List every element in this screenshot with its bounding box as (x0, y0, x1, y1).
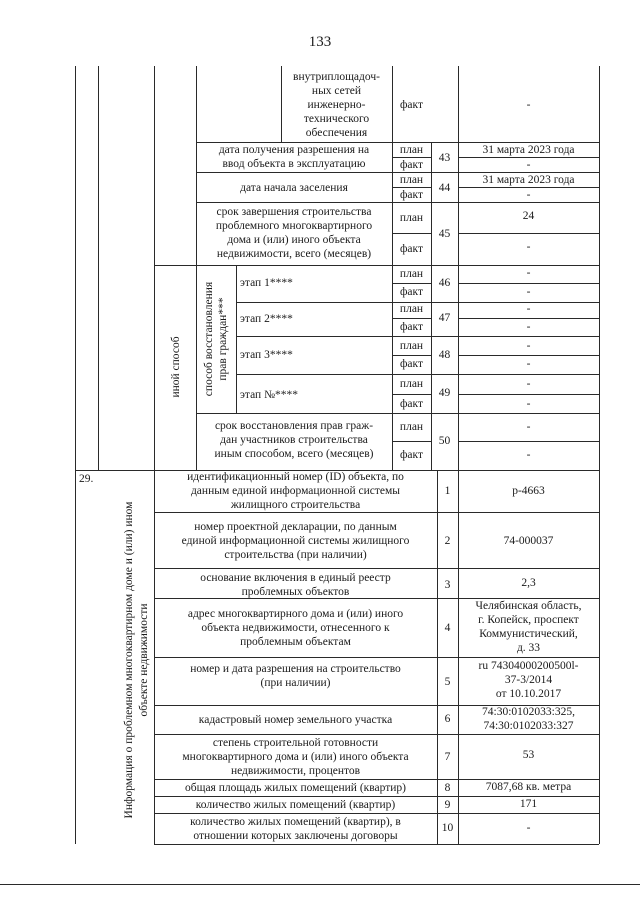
row-50-fact-label: факт (399, 449, 424, 461)
s-row-6-label: кадастровый номер земельного участка (198, 714, 393, 726)
s-row-2-number: 2 (444, 535, 451, 547)
s-row-10-value: - (526, 822, 531, 834)
row-44-number: 44 (438, 182, 451, 194)
row-50-plan-label: план (399, 421, 424, 433)
networks-fact-value: - (526, 99, 531, 111)
row-50-number: 50 (438, 435, 451, 447)
stage-3-plan-label: план (399, 340, 424, 352)
stage-n-plan-value: - (526, 378, 531, 390)
row-43-plan-label: план (399, 144, 424, 156)
stage-1-label: этап 1**** (240, 277, 293, 289)
other-method-label: иной способ (170, 336, 182, 398)
stage-n-label: этап №**** (240, 389, 299, 401)
stage-2-label: этап 2**** (240, 313, 293, 325)
s-row-8-label: общая площадь жилых помещений (квартир) (184, 782, 406, 794)
s-row-5-label: номер и дата разрешения на строительство (при наличии) (190, 663, 401, 689)
s-row-2-label: номер проектной декларации, по данным единой информационной системы жилищного строительства (при наличии) (181, 521, 410, 561)
row-43-label: дата получения разрешения на ввод объекта в эксплуатацию (218, 144, 370, 170)
section-side-label: Информация о проблемном многоквартирном доме и (или) ином объекте недвижимости (123, 501, 150, 819)
stage-3-plan-value: - (526, 340, 531, 352)
s-row-8-value: 7087,68 кв. метра (485, 781, 572, 793)
row-43-plan-value: 31 марта 2023 года (482, 144, 575, 156)
stage-2-plan-label: план (399, 303, 424, 315)
section-number: 29. (79, 473, 94, 485)
row-50-label: срок восстановления прав граж- дан участников строительства иным способом, всего (месяцев) (214, 420, 374, 460)
row-50-fact-value: - (526, 449, 531, 461)
restoration-method-label: способ восстановления прав граждан*** (203, 281, 229, 397)
s-row-4-number: 4 (444, 622, 451, 634)
stage-2-number: 47 (438, 312, 451, 324)
row-45-fact-value: - (526, 241, 531, 253)
row-45-plan-value: 24 (522, 210, 535, 222)
s-row-8-number: 8 (444, 782, 451, 794)
s-row-9-value: 171 (519, 798, 538, 810)
row-43-fact-value: - (526, 159, 531, 171)
s-row-10-number: 10 (441, 822, 454, 834)
s-row-3-value: 2,3 (521, 577, 536, 589)
networks-label: внутриплощадоч- ных сетей инженерно- технического обеспечения (293, 71, 380, 139)
networks-fact-label: факт (399, 99, 424, 111)
s-row-5-value: ru 74304000200500l- 37-3/2014 от 10.10.2017 (478, 660, 579, 700)
stage-n-number: 49 (438, 387, 451, 399)
row-45-label: срок завершения строительства проблемного многоквартирного дома и (или) иного объекта недвижимости, всего (месяцев) (215, 206, 373, 260)
stage-n-plan-label: план (399, 378, 424, 390)
s-row-10-label: количество жилых помещений (квартир), в отношении которых заключены договоры (190, 816, 401, 842)
s-row-5-number: 5 (444, 676, 451, 688)
row-44-fact-label: факт (399, 189, 424, 201)
row-43-fact-label: факт (399, 159, 424, 171)
stage-2-fact-value: - (526, 321, 531, 333)
s-row-3-number: 3 (444, 579, 451, 591)
s-row-9-label: количество жилых помещений (квартир) (195, 799, 396, 811)
row-50-plan-value: - (526, 421, 531, 433)
s-row-4-value: Челябинская область, г. Копейск, проспект Коммунистический, д. 33 (475, 600, 582, 654)
row-44-fact-value: - (526, 189, 531, 201)
s-row-7-number: 7 (444, 751, 451, 763)
stage-1-fact-value: - (526, 286, 531, 298)
stage-3-label: этап 3**** (240, 349, 293, 361)
s-row-7-label: степень строительной готовности многоквартирного дома и (или) иного объекта недвижимости, процентов (182, 737, 409, 777)
stage-n-fact-label: факт (399, 398, 424, 410)
stage-3-fact-value: - (526, 358, 531, 370)
row-45-fact-label: факт (399, 243, 424, 255)
stage-3-number: 48 (438, 349, 451, 361)
row-45-number: 45 (438, 228, 451, 240)
s-row-7-value: 53 (522, 749, 535, 761)
s-row-4-label: адрес многоквартирного дома и (или) иного объекта недвижимости, отнесенного к проблемным объектам (187, 608, 404, 648)
s-row-6-value: 74:30:0102033:325, 74:30:0102033:327 (482, 706, 575, 732)
stage-2-fact-label: факт (399, 321, 424, 333)
row-44-plan-value: 31 марта 2023 года (482, 174, 575, 186)
stage-1-plan-label: план (399, 268, 424, 280)
stage-3-fact-label: факт (399, 358, 424, 370)
s-row-1-label: идентификационный номер (ID) объекта, по данным единой информационной системы жилищного строительства (187, 471, 404, 511)
stage-1-plan-value: - (526, 267, 531, 279)
s-row-6-number: 6 (444, 713, 451, 725)
row-43-number: 43 (438, 152, 451, 164)
stage-1-number: 46 (438, 277, 451, 289)
row-45-plan-label: план (399, 212, 424, 224)
page-number: 133 (308, 34, 332, 50)
stage-n-fact-value: - (526, 398, 531, 410)
stage-2-plan-value: - (526, 303, 531, 315)
row-44-plan-label: план (399, 174, 424, 186)
s-row-3-label: основание включения в единый реестр проблемных объектов (200, 572, 391, 598)
stage-1-fact-label: факт (399, 286, 424, 298)
s-row-1-number: 1 (444, 485, 451, 497)
s-row-2-value: 74-000037 (503, 535, 554, 547)
s-row-9-number: 9 (444, 799, 451, 811)
s-row-1-value: р-4663 (512, 485, 545, 497)
row-44-label: дата начала заселения (240, 182, 348, 194)
